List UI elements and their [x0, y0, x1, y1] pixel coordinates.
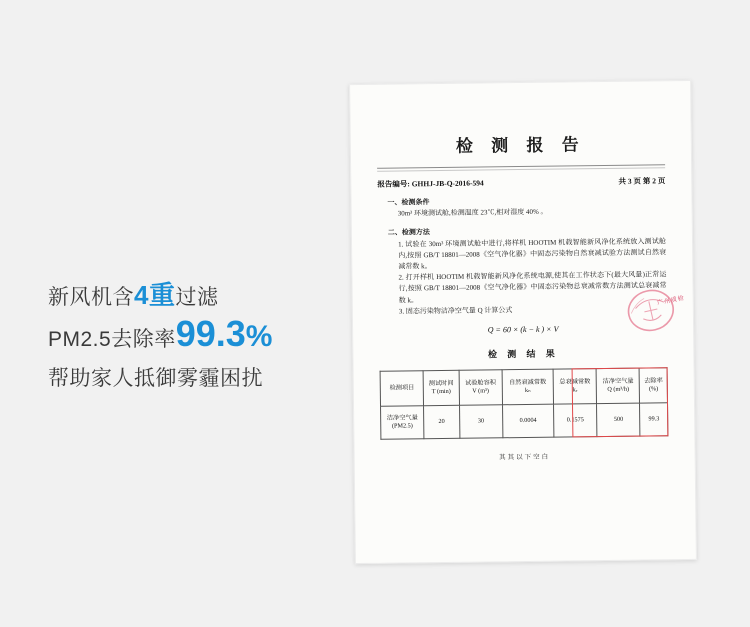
- marketing-copy: [48, 278, 338, 393]
- header-label-2: 试验舱容积 V (m³): [464, 379, 496, 395]
- header-label-4: 总衰减常数 kₑ: [559, 378, 591, 394]
- cell-0-3: 0.0004: [519, 416, 537, 425]
- report-number: [377, 177, 484, 189]
- section-conditions: [377, 194, 665, 220]
- header-label-1: 测试时间 T (min): [428, 379, 454, 395]
- table-cell: [553, 403, 597, 437]
- table-cell: [381, 406, 425, 440]
- section-conditions-head: 一、检测条件: [387, 198, 430, 207]
- report-number-value: GHHJ-JB-Q-2016-594: [411, 178, 484, 189]
- footer-note: 其其以下空白: [499, 453, 551, 462]
- cell-0-2: 30: [477, 417, 485, 425]
- table-header-cell: [380, 371, 424, 407]
- table-cell-highlight: [640, 403, 668, 436]
- report-paper: [349, 80, 697, 564]
- marketing-line-3: 帮助家人抵御雾霾困扰: [48, 366, 263, 390]
- section-methods-head: 二、检测方法: [387, 228, 430, 238]
- section-methods-item-2: 2. 打开样机 HOOTIM 机载智能新风净化系统电源,使其在工作状态下(最大风量)正常运行,按照 GB/T 18801—2008《空气净化器》中固态污染物总衰减常数方法测试总衰减常数 k。: [398, 270, 667, 305]
- marketing-line-1: [48, 278, 338, 312]
- section-conditions-body: 30m³ 环境测试舱,检测温度 23℃,相对湿度 40% 。: [397, 207, 548, 218]
- marketing-line-2-number: 99.3: [175, 313, 246, 355]
- table-cell: [459, 405, 503, 439]
- table-header-cell: [459, 370, 503, 406]
- cell-0-0: 洁净空气量 (PM2.5): [386, 414, 418, 430]
- results-table: [380, 367, 669, 440]
- section-methods-item-3: 3. 固态污染物洁净空气量 Q 计算公式: [398, 305, 513, 316]
- table-cell-highlight: [597, 403, 641, 437]
- section-methods-item-1: 1. 试验在 30m³ 环境测试舱中进行,将样机 HOOTIM 机载智能新风净化系统放入测试舱内,按照 GB/T 18801—2008《空气净化器》中固态污染物自然衰减试验方法测试自然衰减常数 k。: [397, 236, 667, 271]
- cell-0-6: 99.3: [648, 415, 660, 423]
- marketing-line-2: [48, 313, 338, 357]
- marketing-line-1-prefix: 新风机含: [48, 286, 134, 309]
- formula-text: Q = 60 × (k − k ) × V: [487, 324, 559, 335]
- marketing-line-1-suffix: 过滤: [175, 286, 219, 309]
- table-header-cell: [553, 368, 597, 404]
- stamp-text: 广州质检: [656, 295, 686, 307]
- report-title: 检 测 报 告: [455, 135, 586, 156]
- header-label-5: 洁净空气量 Q (m³/h): [602, 377, 634, 393]
- marketing-line-1-highlight: 4重: [134, 280, 176, 310]
- table-header-cell-highlight: [596, 368, 640, 404]
- report-number-label: 报告编号:: [377, 179, 410, 189]
- table-header-cell: [502, 369, 554, 405]
- table-cell: [502, 404, 554, 438]
- table-header-row: [380, 368, 667, 407]
- report-page-info: 共 3 页 第 2 页: [618, 176, 666, 186]
- marketing-line-2-prefix: PM2.5去除率: [48, 328, 176, 352]
- cell-0-1: 20: [438, 417, 445, 426]
- table-cell: [424, 405, 460, 438]
- marketing-line-2-percent: %: [245, 320, 273, 354]
- cell-0-4: 0.1575: [566, 416, 584, 424]
- table-header-cell-highlight: [640, 368, 668, 403]
- header-label-3: 自然衰减常数 kₙ: [509, 378, 547, 394]
- results-table-holder: [380, 367, 669, 440]
- table-header-cell: [423, 370, 459, 405]
- report-meta-row: [377, 175, 665, 190]
- report-document: [352, 82, 694, 562]
- results-title: 检 测 结 果: [487, 348, 559, 360]
- table-row: [381, 403, 668, 440]
- header-label-0: 检测项目: [389, 384, 415, 392]
- header-label-6: 去除率 (%): [644, 377, 663, 393]
- cell-0-5: 500: [613, 415, 624, 423]
